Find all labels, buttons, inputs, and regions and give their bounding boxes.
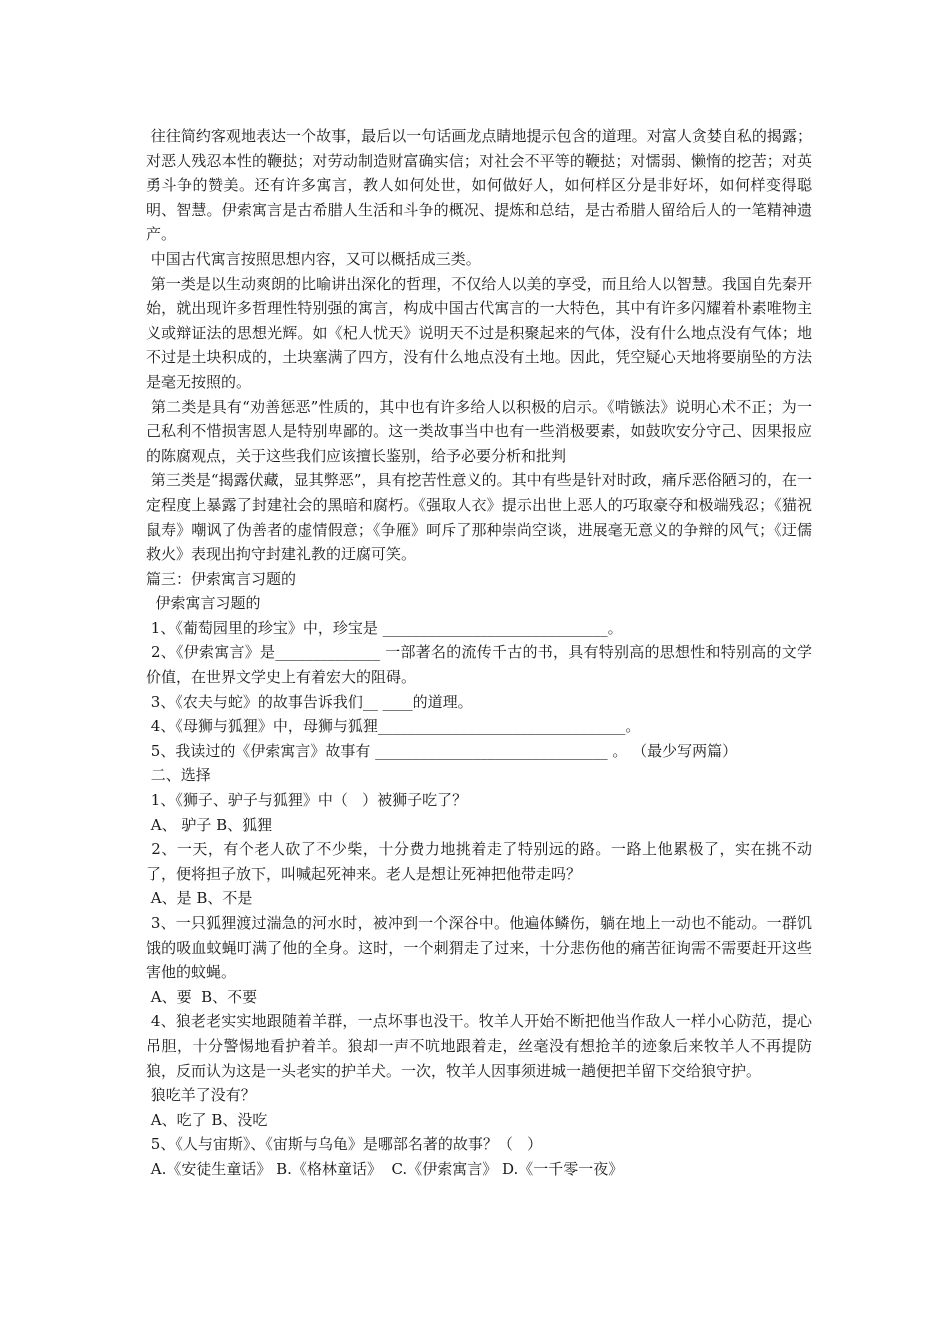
fill-question-2: 2、《伊索寓言》是______________ 一部著名的流传千古的书，具有特别高的思想性和特别高的文学价值，在世界文学史上有着宏大的阻碍。 (146, 643, 812, 687)
choice-question-4-ask: 狼吃羊了没有？ (146, 1086, 256, 1105)
paragraph-intro-continued: 往往简约客观地表达一个故事，最后以一句话画龙点睛地提示包含的道理。对富人贪婪自私的揭露；对恶人残忍本性的鞭挞；对劳动制造财富确实信；对社会不平等的鞭挞；对懦弱、懒惰的挖苦；对英勇斗争的赞美。还有许多寓言，教人如何处世，如何做好人，如何样区分是非好坏，如何样变得聪明、智慧。伊索寓言是古希腊人生活和斗争的概况、提炼和总结，是古希腊人留给后人的一笔精神遗产。 (146, 127, 812, 244)
section-subheading: 伊索寓言习题的 (146, 594, 261, 613)
fill-question-3: 3、《农夫与蛇》的故事告诉我们__ ____的道理。 (146, 692, 473, 711)
fill-question-5: 5、我读过的《伊索寓言》故事有 _______________________________ 。 （最少写两篇） (146, 741, 738, 760)
choice-options-4: A、吃了 B、没吃 (146, 1110, 268, 1129)
paragraph-category-two: 第二类是具有“劝善惩恶”性质的，其中也有许多给人以积极的启示。《啃镞法》说明心术不正；为一己私利不惜损害恩人是特别卑鄙的。这一类故事当中也有一些消极要素，如鼓吹安分守己、因果报应的陈腐观点，关于这些我们应该擅长鉴别，给予必要分析和批判 (146, 397, 812, 465)
choice-question-3: 3、一只狐狸渡过湍急的河水时，被冲到一个深谷中。他遍体鳞伤，躺在地上一动也不能动。一群饥饿的吸血蚊蝇叮满了他的全身。这时，一个刺猬走了过来，十分悲伤他的痛苦征询需不需要赶开这些害他的蚊蝇。 (146, 914, 812, 982)
paragraph-three-categories: 中国古代寓言按照思想内容，又可以概括成三类。 (146, 249, 481, 268)
paragraph-category-one: 第一类是以生动爽朗的比喻讲出深化的哲理，不仅给人以美的享受，而且给人以智慧。我国自先秦开始，就出现许多哲理性特别强的寓言，构成中国古代寓言的一大特色，其中有许多闪耀着朴素唯物主义或辩证法的思想光辉。如《杞人忧天》说明天不过是积聚起来的气体，没有什么地点没有气体；地不过是土块积成的，土块塞满了四方，没有什么地点没有土地。因此，凭空疑心天地将要崩坠的方法是毫无按照的。 (146, 274, 812, 391)
choice-options-5: A.《安徒生童话》 B.《格林童话》 C.《伊索寓言》 D.《一千零一夜》 (146, 1159, 624, 1178)
choice-question-5: 5、《人与宙斯》、《宙斯与乌龟》是哪部名著的故事？（ ） (146, 1135, 543, 1154)
paragraph-category-three: 第三类是“揭露伏藏，显其弊恶”，具有挖苦性意义的。其中有些是针对时政，痛斥恶俗陋习的，在一定程度上暴露了封建社会的黑暗和腐朽。《强取人衣》提示出世上恶人的巧取豪夺和极端残忍；《猫祝鼠寿》嘲讽了伪善者的虚情假意；《争雁》呵斥了那种崇尚空谈，进展毫无意义的争辩的风气；《迂儒救火》表现出拘守封建礼教的迂腐可笑。 (146, 471, 812, 564)
choice-question-2: 2、一天，有个老人砍了不少柴，十分费力地挑着走了特别远的路。一路上他累极了，实在挑不动了，便将担子放下，叫喊起死神来。老人是想让死神把他带走吗？ (146, 840, 812, 883)
fill-question-4: 4、《母狮与狐狸》中，母狮与狐狸_________________________________。 (146, 717, 641, 736)
section-heading: 篇三：伊索寓言习题的 (146, 569, 297, 588)
choice-question-4: 4、狼老老实实地跟随着羊群，一点坏事也没干。牧羊人开始不断把他当作敌人一样小心防范，提心吊胆，十分警惕地看护着羊。狼却一声不吭地跟着走，丝毫没有想抢羊的迹象后来牧羊人不再提防狼，反而认为这是一头老实的护羊犬。一次，牧羊人因事须进城一趟便把羊留下交给狼守护。 (146, 1012, 812, 1080)
document-body (146, 124, 812, 1182)
fill-question-1: 1、《葡萄园里的珍宝》中，珍宝是 ______________________________。 (146, 618, 623, 637)
choice-question-1: 1、《狮子、驴子与狐狸》中（ ）被狮子吃了？ (146, 791, 468, 810)
choice-section-heading: 二、选择 (146, 766, 211, 785)
choice-options-1: A、 驴子 B、狐狸 (146, 815, 273, 834)
choice-options-3: A、要 B、不要 (146, 987, 258, 1006)
choice-options-2: A、是 B、不是 (146, 889, 253, 908)
